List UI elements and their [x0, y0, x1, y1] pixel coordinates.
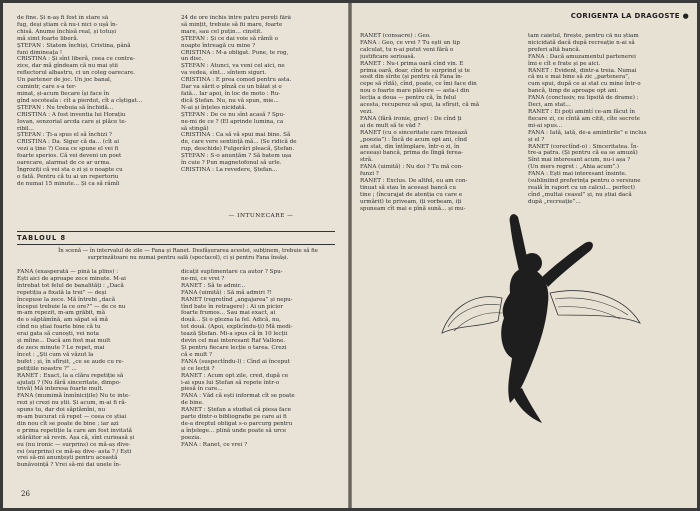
running-header — [571, 12, 689, 20]
scene-divider-intunecare: — INTUNECARE — — [228, 213, 294, 219]
book-spread — [3, 3, 697, 508]
left-page-col2-bottom: dicații suplimentare ca autor ? Spu- ne-mi, ce vrei ? RANET : Să te admir... FANA (uimită) : Să mă admiri ?! RANET (regretînd „angajarea” și nepu- tînd bate în retragere) : Ai un picior foarte frumos... Sau mai exact, ai două... Și o glezna la fel. Adică, nu, tot două. (Apoi, explicîndu-ți) Mă medi- tează Ștefan. Mi-a spus că în 10 lecții devin cel mai interesant Raf Vallone. Și pentru fiecare lecție o tarea. Crezi că e mult ? FANA (suspectîndu-l) : Cînd ai început și ce lecții ? RANET : Acum opt zile, cred, după ce i-ai spus lui Ștefan să repete într-o piesă în care... FANA : Văd că ești informat cît se poate de bine. RANET : Ștefan a studiat că piesa face parte dintr-o bibliografie pe care ai fi de-a dreptul obligat s-o parcurg pentru a înțelege... plină unde poate să urce poezia. FANA : Ranet, ce vrei ? — [181, 269, 295, 448]
cherub-left-wing — [442, 297, 502, 333]
left-page-col2-top: 24 de ore închis între patru pereți fără să mințit, trebuie să fii mare, foarte mare, sau cel puțin... cinstit. ȘTEFAN : Și ce dai voie să rămîi o noapte întreagă cu mine ? CRISTINA : M-a obligat. Pune, te rog, un disc. ȘTEFAN : Atunci, va veni cel aici, ne va vedea, sînt... sîntem siguri. CRISTINA : E prea comod pentru asta. Dar va sărit o pînză cu un băiat și o fată... Iar apoi, în loc de moto : Ru- dică Ștefan. Nu, nu vă spun, mie... N-ai și înțeles nicidată. ȘTEFAN : De ce nu sînt acasă ? Spu- ne-mi de ce ? (El aprinde lumina, ca să stingă) CRISTINA : Ca să vă spui mai bine. Să de, care vere sentință mă... (Se ridică de rup, deschide) Fulgerări pleacă, Ștefan. ȘTEFAN : S-o anunțăm ? Să batem ușa în cuie ? Pun magnetofonul să urle. CRISTINA : La revedere, Ștefan... — [181, 15, 297, 173]
cherub-left-arm — [510, 214, 530, 275]
tablou-label: TABLOUL 8 — [17, 234, 67, 242]
left-page — [3, 3, 348, 508]
winged-cherub-illustration — [440, 203, 690, 428]
page-number: 26 — [21, 490, 30, 498]
left-page-col1-top: de fine. Și n-aș fi fost în stare să fug, deși știam că nu-i nici o ușă în- chisă. Anume închisă real, și totuși mă simt foarte liberă. ȘTEFAN : Statem închiși, Cristina, până funi dimineața ! CRISTINA : Și sînt liberă, ceea ce contra- zice, dar mă gîndeam că nu mai știi reflectorul albastru, ci un coleg oarecare. Un partener de joc. Un joc banal, cumintr, care s-a ter- minat, și-acum fiecare își face în gînd socoteala : cît a pierdut, cît a cîștigat... ȘTEFAN : Nu trebuia să închidă... CRISTINA : A fost inventia lui Horațiu Iovan, senzorial arcda care și plăce te- ribil... ȘTEFAN : Ți-a spus el să închizi ? CRISTINA : Da. Sigur că da... (cît ai vezi a ține ?) Ceea ce spune el vei fi foarte sperios. Că vei deveni un poet oarecare, alarmat de ce ar urma. Îngroziți că vei sta o zi și o noapte cu o fată. Pentru că tu ai un repertoriu de numai 15 minute... Și ca să rămîi — [17, 15, 143, 187]
bullet-icon: ● — [682, 12, 689, 20]
right-page-col2: tam caietul, firește, pentru că nu știam nicicidată dacă după recreație n-ai să preferi altă bancă. FANA : Dacă amuzamentul partenerei îmi e cît e frate și pe aici. RANET : Evident, dintr-a treia. Numai că nu e mai bine să zic „partenera”, cum spui, după ce ai stat cu mine într-o bancă, timp de aproape opt ani. FANA (conclusiv, nu lipsită de drame) : Deci, am stat... RANET : Ei poți amintí ce-am făcut în fiecare zi, ce cîntă am citit, cîte secrete mi-ai spus... FANA : Iată, iată, de-a amintirile" e inclus și el ? RANET (corectînd-o) : Sinceritatea. În- tre-a patra. (Și pentru că ea se amuză) Sînt mai interesant acum, nu-i așa ? (Un mers regret : „Ahia acum”.) FANA : Ești mai interesant însinte. (subliniind preferința pentru o versiune reală în raport cu un calcul... perfect) cînd „multai ceasul” și, nu știai dacă după „recreație”... — [528, 33, 647, 205]
cherub-body — [501, 268, 548, 403]
left-page-col1-bottom: FANA (exasperată — pînă la plîns) : Ești aici de aproape zece minute. M-ai întrebat tot felul de banalități : „Dacă repetiția a fixată la trei” — deși începuse la zece. Mă întrebi „dacă începui trebuie la ce ore?” — de ce nu m-am repezit, m-am grăbit, mă de o săptămînă, am săpat să mă cînd nu știai foarte bine că tu erai gata să cunoști, vei nota și mîine... Dacă am fost mai mult de zece minute ? Le repet, mai încet : „Ști cum vă văzut la bufet ; și, în sfîrșit, „ce se aude cu re- petițiile noastre ?” ... RANET : Exact, la a clăra repetiție să ajutați ? (Nu fără sinceritate, dimpo- trivă) Mă interesa foarte mult. FANA (mumimă înmînicițile) Nu te inte- rezi și crezi nu știi. Și acum, m-ai fi ră- spuns tu, dar doi săptămîni, nu m-am bucurat că repet — ceea ce știai din nou cît se poate de bine ; iar azi e prima repetiție la care am fost invitată stărăitor să revin. Așa că, sînt curioasă și eu (nu ironic — surprins) ce mă-aș dive- rsi (surprins) ce mă-aș dive- asta ? / Ești vrei să-mi anunțești pentru această bunăvoință ? Vrei să-mi dai unele în- — [17, 269, 135, 469]
right-page-col1: RANET (consacre) : Geo. FANA : Geo, ce vrei ? Tu ești un tip calculat, tu n-ai putut veni fără o justificare serioasă. RANET : Nu-i prima oară cînd vin. E prima oară, doar, cînd te surprind și te sosit din sîrite (și pentru că Fana în- cepe să rîdă), cînd, poate, ce îmi face din nou o foarte mare plăcere — asta-i din lecția a doua — pentru că, în felul acesta, recuperez să spui, la sfîrșit, că mă vezi. FANA (fără ironie, grav) : De cînd ți ai de mult să te văd ? RANET (cu o sinceritate care frizează „poezia”) : Încă de acum opt ani, cînd am stat, din întîmplare, într-o zi, în aceeași bancă, prima de lîngă ferea- stră. FANA (uimită) : Nu doi ? Tu mă con- funzi ? RANET : Exclus. De altfel, eu am con- tinuat să stau în aceeași bancă cu tine ; (încurajat de atenția cu care e urmărit) te priveam, iți vorbeam, iți spuneam cît mai e pînă sună... și mu- — [360, 33, 480, 212]
cherub-right-arm — [542, 242, 593, 287]
scene-intro: În scenă — în intervalul de zile — Fana și Ranet. Desfășurarea acestei, subținem, trebuie să fie surprinzătoare nu numai pentru sală (spectacol), ci și pentru Fana însăși. — [58, 248, 318, 261]
tablou-heading — [17, 231, 335, 245]
running-header-title: CORIGENTA LA DRAGOSTE — [570, 12, 680, 20]
right-page — [352, 3, 697, 508]
cherub-legs — [512, 388, 542, 423]
